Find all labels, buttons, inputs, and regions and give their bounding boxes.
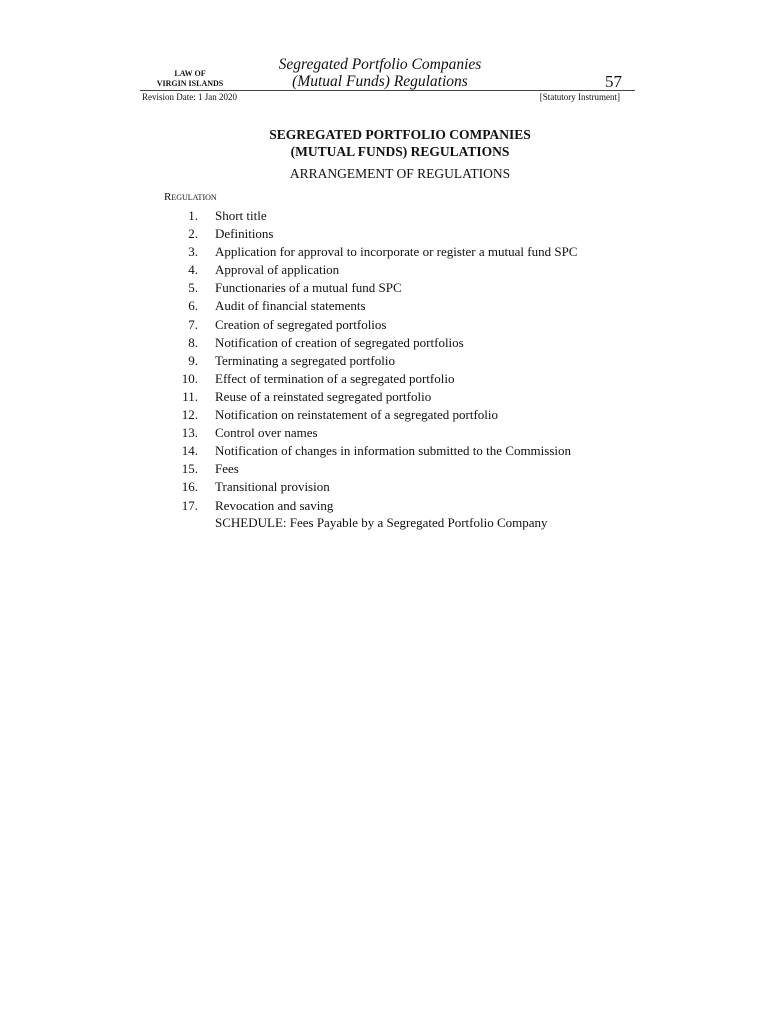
header-divider (140, 90, 635, 91)
regulation-item (150, 370, 577, 388)
regulation-title: Transitional provision (215, 479, 330, 495)
regulation-number: 11. (182, 388, 198, 404)
regulation-number: 15. (181, 461, 198, 477)
running-title (260, 56, 500, 90)
regulation-item (150, 316, 577, 334)
regulation-number: 5. (188, 280, 198, 296)
regulation-item (150, 225, 577, 243)
running-title-line2: (Mutual Funds) Regulations (292, 73, 468, 90)
law-of-label: LAW OF (174, 69, 206, 78)
regulation-list (150, 207, 577, 515)
regulation-title: Approval of application (215, 262, 340, 278)
regulation-number: 2. (188, 226, 198, 242)
regulation-title: Control over names (215, 425, 318, 441)
regulation-title: Creation of segregated portfolios (215, 316, 387, 332)
revision-date: Revision Date: 1 Jan 2020 (142, 92, 237, 102)
document-title-line2: (MUTUAL FUNDS) REGULATIONS (290, 144, 510, 159)
regulation-number: 9. (188, 352, 198, 368)
regulation-title: Notification of changes in information submitted to the Commission (215, 443, 572, 459)
regulation-number: 14. (181, 443, 198, 459)
regulation-title: Short title (215, 208, 267, 223)
regulation-number: 16. (181, 479, 198, 495)
schedule-entry: SCHEDULE: Fees Payable by a Segregated Portfolio Company (215, 515, 548, 530)
document-title (140, 126, 660, 160)
regulation-title: Notification of creation of segregated portfolios (215, 334, 464, 350)
law-of-virgin-islands (140, 69, 240, 89)
regulation-title: Audit of financial statements (215, 298, 366, 314)
instrument-type: [Statutory Instrument] (539, 92, 620, 102)
document-title-line1: SEGREGATED PORTFOLIO COMPANIES (269, 127, 531, 142)
regulation-title: Fees (215, 461, 239, 477)
arrangement-heading: ARRANGEMENT OF REGULATIONS (289, 166, 511, 181)
regulation-title: Notification on reinstatement of a segregated portfolio (215, 407, 499, 423)
regulation-title: Definitions (215, 226, 274, 242)
regulation-number: 17. (181, 497, 198, 513)
regulation-title: Application for approval to incorporate or register a mutual fund SPC (215, 244, 578, 260)
regulation-item (150, 261, 577, 279)
regulation-item (150, 243, 577, 261)
regulation-item (150, 297, 577, 315)
regulation-item (150, 279, 577, 297)
regulation-item (150, 406, 577, 424)
regulation-title: Functionaries of a mutual fund SPC (215, 280, 402, 296)
regulation-column-label: Regulation (164, 191, 217, 203)
regulation-number: 7. (188, 316, 198, 332)
regulation-item (150, 478, 577, 496)
virgin-islands-label: VIRGIN ISLANDS (156, 79, 224, 88)
regulation-item (150, 460, 577, 478)
regulation-item (150, 207, 577, 225)
regulation-item (150, 334, 577, 352)
regulation-title: Reuse of a reinstated segregated portfolio (215, 388, 432, 404)
regulation-title: Effect of termination of a segregated portfolio (215, 370, 455, 386)
regulation-item (150, 388, 577, 406)
regulation-number: 8. (188, 334, 198, 350)
regulation-number: 4. (188, 262, 198, 278)
regulation-number: 1. (188, 208, 198, 223)
regulation-item (150, 497, 577, 515)
regulation-number: 3. (188, 244, 198, 260)
page-number: 57 (605, 72, 622, 91)
regulation-item (150, 442, 577, 460)
regulation-number: 6. (188, 298, 198, 314)
regulation-number: 10. (181, 370, 198, 386)
regulation-number: 12. (181, 407, 198, 423)
running-title-line1: Segregated Portfolio Companies (278, 56, 482, 73)
regulation-title: Revocation and saving (215, 497, 334, 513)
regulation-number: 13. (181, 425, 198, 441)
regulation-title: Terminating a segregated portfolio (215, 352, 395, 368)
regulation-item (150, 424, 577, 442)
regulation-item (150, 352, 577, 370)
